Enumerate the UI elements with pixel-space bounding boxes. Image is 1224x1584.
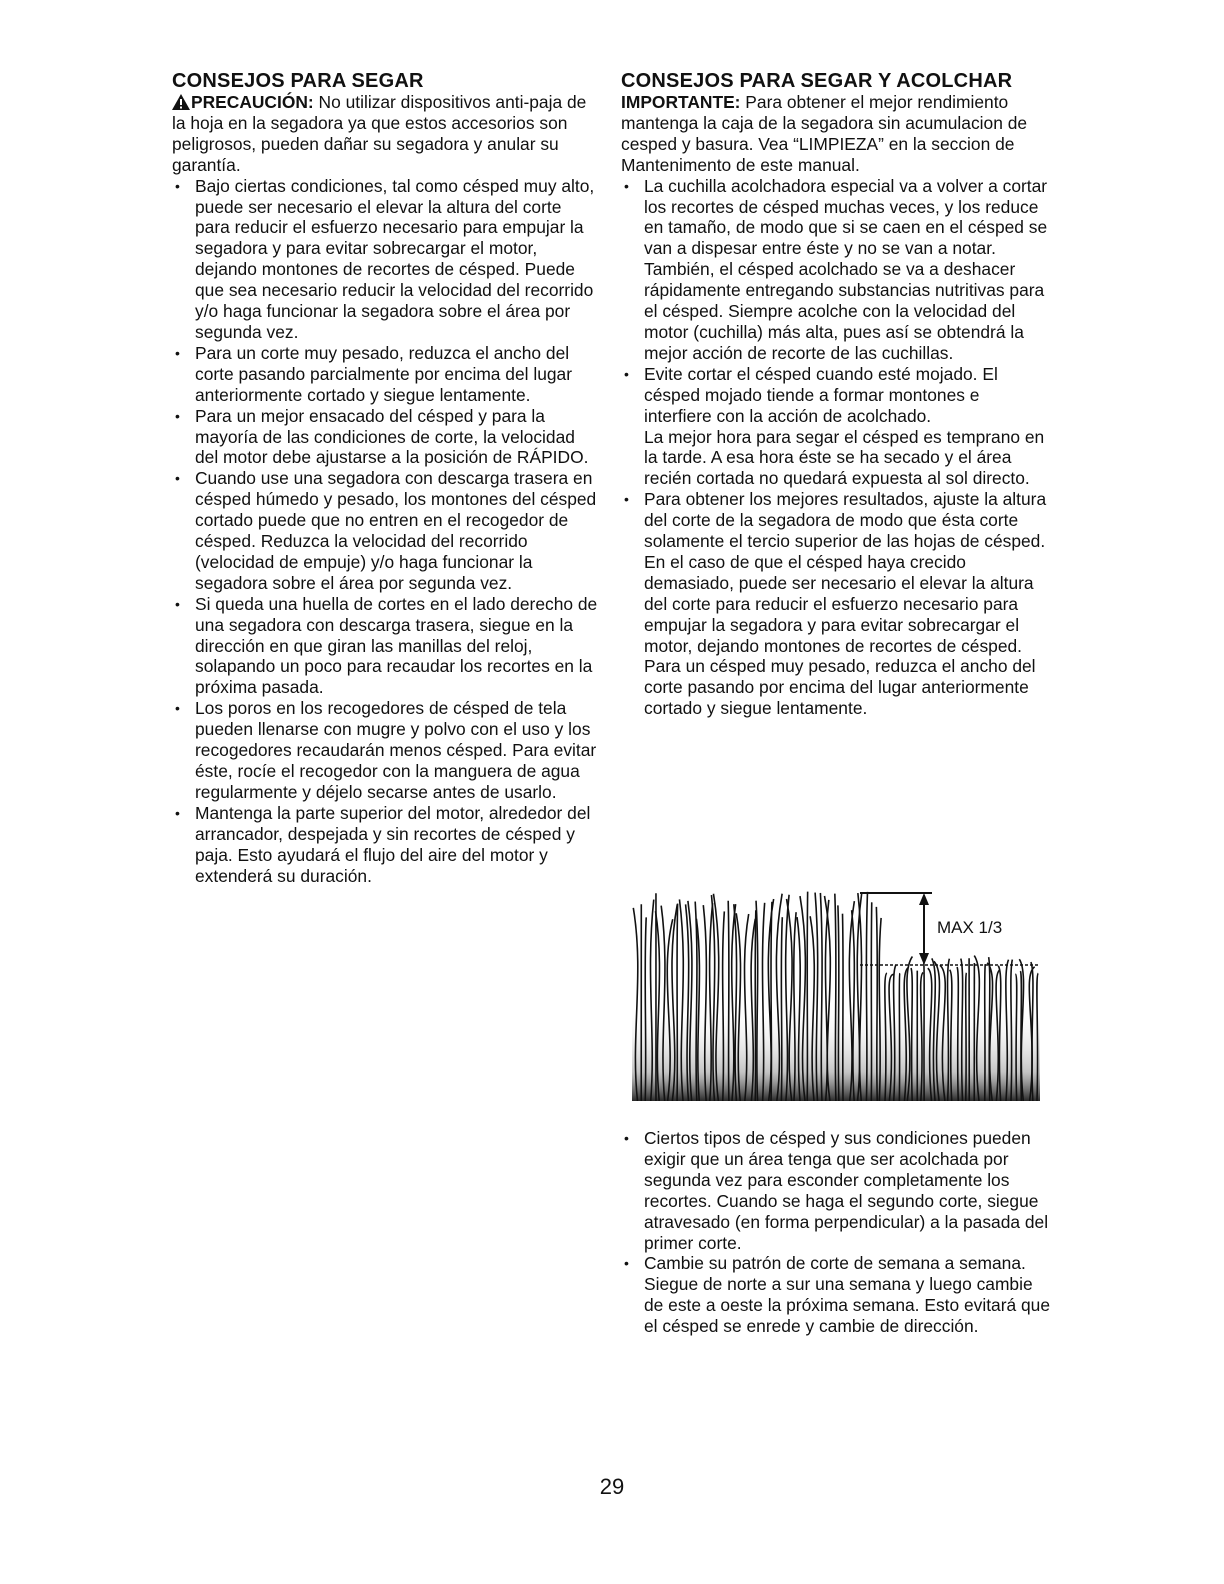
- grass-blade: [771, 902, 772, 1101]
- grass-blade: [645, 917, 646, 1101]
- left-bullet-list: [172, 176, 600, 887]
- list-item-text: Evite cortar el césped cuando esté mojado. El césped mojado tiende a formar montones e interfiere con la acción de acolchado.: [644, 363, 998, 426]
- bottom-right-list: [621, 1128, 1051, 1337]
- right-bullet-list: [621, 176, 1051, 720]
- list-item-text: Mantenga la parte superior del motor, alrededor del arrancador, despejada y sin recortes de césped y paja. Esto ayudará el flujo del aire del motor y extenderá su duración.: [195, 802, 591, 886]
- section-title-mulching-tips: CONSEJOS PARA SEGAR Y ACOLCHAR: [621, 70, 1013, 92]
- list-item-text: Para un mejor ensacado del césped y para la mayoría de las condiciones de corte, la velocidad del motor debe ajustarse a la posición de RÁPIDO.: [195, 405, 589, 468]
- grass-blade: [866, 892, 867, 1101]
- caution-label: PRECAUCIÓN:: [191, 92, 314, 112]
- list-item-text: Los poros en los recogedores de césped de tela pueden llenarse con mugre y polvo con el uso y los recogedores recaudarán menos césped. Para evitar éste, rocíe el recogedor con la manguera de agua regularmente y déjelo secarse antes de usarlo.: [195, 698, 597, 802]
- caution-text: No utilizar dispositivos anti-paja de la hoja en la segadora ya que estos accesorios son peligrosos, pueden dañar su segadora y anular su garantía.: [172, 92, 587, 175]
- list-item: [621, 364, 1051, 489]
- bullet-icon: •: [175, 700, 180, 717]
- list-item: [172, 406, 600, 469]
- list-item-extra-text: Para un césped muy pesado, reduzca el ancho del corte pasando por encima del lugar anteriormente cortado y siegue lentamente.: [644, 656, 1036, 719]
- bullet-icon: •: [624, 365, 629, 382]
- list-item-text: La cuchilla acolchadora especial va a volver a cortar los recortes de césped muchas veces, y los reduce en tamaño, de modo que si se caen en el césped se van a dispesar entre éste y no se van a notar. También, el césped acolchado se va a deshacer rápidamente entregando substancias nutritivas para el césped. Siempre acolche con la velocidad del motor (cuchilla) más alta, pues así se obtendrá la mejor acción de recorte de las cuchillas.: [644, 175, 1048, 363]
- list-item-text: Ciertos tipos de césped y sus condiciones pueden exigir que un área tenga que ser acolchada por segunda vez para esconder completamente los recortes. Cuando se haga el segundo corte, siegue atravesado (en forma perpendicular) a la pasada del primer corte.: [644, 1128, 1049, 1253]
- grass-blade: [835, 894, 836, 1101]
- list-item: [172, 176, 600, 343]
- page-number: 29: [599, 1474, 625, 1499]
- list-item-text: Para obtener los mejores resultados, ajuste la altura del corte de la segadora de modo que ésta corte solamente el tercio superior de las hojas de césped. En el caso de que el césped haya crecido demasiado, puede ser necesario el elevar la altura del corte para reducir el esfuerzo necesario para empujar la segadora y para evitar sobrecargar el motor, dejando montones de recortes de césped.: [644, 489, 1047, 656]
- grass-blade: [728, 901, 729, 1101]
- bullet-icon: •: [175, 344, 180, 361]
- arrow-up-icon: [919, 893, 929, 905]
- bullet-icon: •: [175, 804, 180, 821]
- section-title-mowing-tips: CONSEJOS PARA SEGAR: [172, 70, 424, 92]
- grass-blade: [781, 917, 782, 1101]
- grass-blade: [755, 910, 756, 1101]
- grass-blade: [985, 964, 986, 1101]
- list-item: [621, 1128, 1051, 1253]
- important-label: IMPORTANTE:: [621, 92, 741, 112]
- grass-blade: [677, 904, 678, 1101]
- list-item: [172, 468, 600, 593]
- bullet-icon: •: [624, 491, 629, 508]
- important-text: Para obtener el mejor rendimiento mantenga la caja de la segadora sin acumulacion de cesped y basura. Vea “LIMPIEZA” en la seccion de Mantenimento de este manual.: [621, 92, 1028, 175]
- grass-blade: [957, 967, 958, 1101]
- grass-blade: [911, 968, 912, 1101]
- bullet-icon: •: [175, 407, 180, 424]
- bullet-icon: •: [624, 1255, 629, 1272]
- important-paragraph: [621, 92, 1051, 176]
- grass-blade: [820, 893, 822, 1101]
- grass-blade: [966, 973, 967, 1101]
- list-item-text: Cambie su patrón de corte de semana a semana. Siegue de norte a sur una semana y luego cambie de este a oeste la próxima semana. Esto evitará que el césped se enrede y cambie de dirección.: [644, 1253, 1051, 1337]
- caution-paragraph: [172, 92, 600, 176]
- grass-blade: [1037, 973, 1038, 1101]
- grass-blade: [695, 902, 697, 1101]
- bullet-icon: •: [175, 177, 180, 194]
- list-item: [172, 803, 600, 887]
- list-item: [621, 1253, 1051, 1337]
- arrow-down-icon: [919, 953, 929, 965]
- list-item: [172, 698, 600, 803]
- bullet-icon: •: [175, 470, 180, 487]
- list-item: [621, 489, 1051, 719]
- list-item-text: Para un corte muy pesado, reduzca el ancho del corte pasando parcialmente por encima del lugar anteriormente cortado y siegue lentamente.: [195, 342, 573, 405]
- list-item-text: Cuando use una segadora con descarga trasera en césped húmedo y pesado, los montones del césped cortado puede que no entren en el recogedor de césped. Reduzca la velocidad del recorrido (velocidad de empuje) y/o haga funcionar la segadora sobre el área por segunda vez.: [195, 468, 597, 593]
- grass-blade: [1015, 974, 1016, 1101]
- bullet-icon: •: [624, 1130, 629, 1146]
- bottom-bullet-list: [621, 1128, 1051, 1337]
- right-column: [621, 70, 1051, 719]
- grass-blade: [843, 914, 844, 1101]
- max-one-third-label: MAX 1/3: [937, 918, 1003, 937]
- list-item: [172, 343, 600, 406]
- bullet-icon: •: [624, 177, 629, 194]
- grass-blade: [838, 905, 839, 1101]
- list-item-text: Bajo ciertas condiciones, tal como césped muy alto, puede ser necesario el elevar la altura del corte para reducir el esfuerzo necesario para empujar la segadora y para evitar sobrecargar el motor, dejando montones de recortes de césped. Puede que sea necesario reducir la velocidad del recorrido y/o haga funcionar la segadora sobre el área por segunda vez.: [195, 175, 595, 342]
- left-column: [172, 70, 600, 886]
- grass-blade: [756, 901, 758, 1101]
- list-item: [172, 594, 600, 699]
- list-item: [621, 176, 1051, 364]
- warning-triangle-icon: [172, 94, 190, 110]
- list-item-text: Si queda una huella de cortes en el lado derecho de una segadora con descarga trasera, siegue en la dirección en que giran las manillas del reloj, solapando un poco para recaudar los recortes en la próxima pasada.: [195, 593, 598, 698]
- bullet-icon: •: [175, 595, 180, 612]
- grass-blade: [899, 973, 900, 1101]
- list-item-extra-text: La mejor hora para segar el césped es temprano en la tarde. A esa hora éste se ha secado y el área recién cortada no quedará expuesta al sol directo.: [644, 426, 1045, 489]
- grass-blade: [876, 907, 877, 1101]
- grass-blade: [1011, 960, 1012, 1101]
